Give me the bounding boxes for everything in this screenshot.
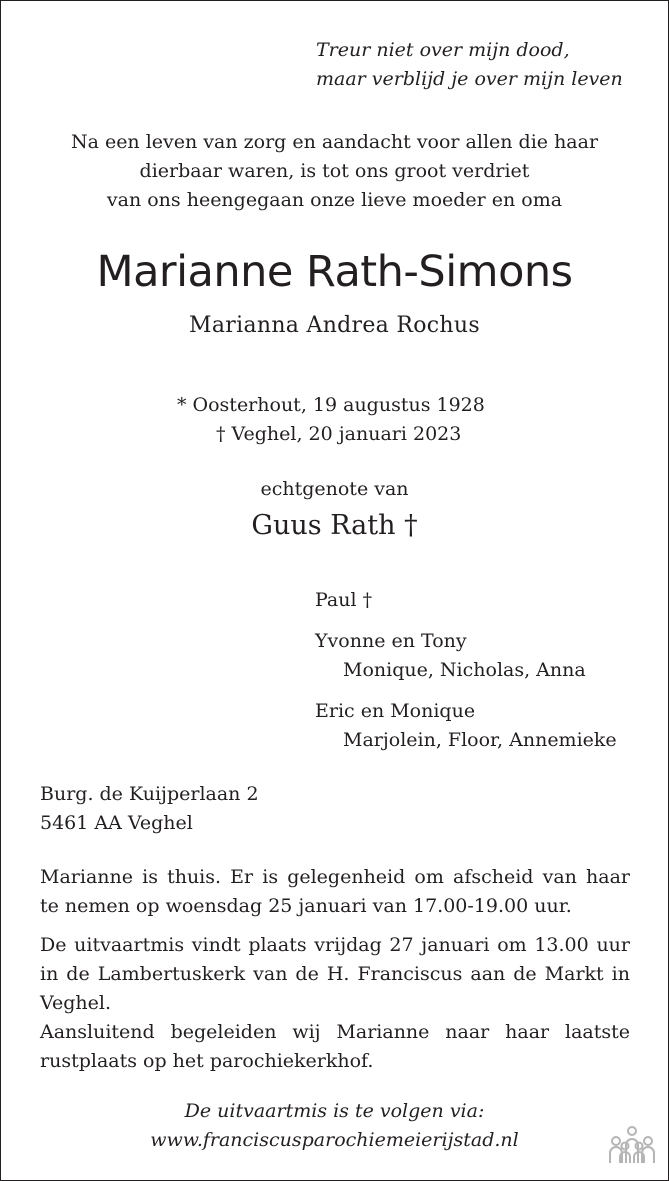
stream-url: www.franciscusparochiemeierijstad.nl — [150, 1129, 519, 1151]
visitation-paragraph — [40, 863, 630, 921]
deceased-name: Marianne Rath-Simons — [96, 247, 573, 297]
family-grandchildren-eric: Marjolein, Floor, Annemieke — [343, 729, 617, 751]
funeral-line-2: in de Lambertuskerk van de H. Franciscus aan de Markt in — [40, 963, 630, 985]
intro-line-1: Na een leven van zorg en aandacht voor allen die haar — [70, 131, 599, 153]
people-group-icon — [608, 1125, 656, 1165]
motto-line-2: maar verblijd je over mijn leven — [316, 68, 623, 90]
intro-line-3: van ons heengegaan onze lieve moeder en oma — [106, 189, 563, 211]
family-child-eric: Eric en Monique — [315, 700, 476, 722]
family-child-yvonne: Yvonne en Tony — [315, 630, 467, 652]
given-names: Marianna Andrea Rochus — [189, 313, 480, 338]
address-street: Burg. de Kuijperlaan 2 — [40, 783, 259, 805]
family-child-paul: Paul † — [315, 589, 373, 611]
death-line: † Veghel, 20 januari 2023 — [216, 423, 462, 445]
intro-line-2: dierbaar waren, is tot ons groot verdriet — [139, 160, 530, 182]
funeral-line-5: rustplaats op het parochiekerkhof. — [40, 1050, 374, 1072]
family-grandchildren-yvonne: Monique, Nicholas, Anna — [343, 659, 586, 681]
visitation-line-2: te nemen op woensdag 25 januari van 17.00-19.00 uur. — [40, 895, 572, 917]
birth-line: * Oosterhout, 19 augustus 1928 — [177, 394, 485, 416]
stream-label: De uitvaartmis is te volgen via: — [184, 1100, 485, 1122]
visitation-line-1: Marianne is thuis. Er is gelegenheid om afscheid van haar — [40, 866, 630, 888]
spouse-label: echtgenote van — [260, 478, 409, 500]
address-city: 5461 AA Veghel — [40, 812, 193, 834]
funeral-line-1: De uitvaartmis vindt plaats vrijdag 27 januari om 13.00 uur — [40, 934, 630, 956]
funeral-line-3: Veghel. — [40, 992, 111, 1014]
motto-line-1: Treur niet over mijn dood, — [316, 39, 570, 61]
spouse-name: Guus Rath † — [251, 510, 418, 541]
funeral-paragraph — [40, 931, 630, 1076]
funeral-line-4: Aansluitend begeleiden wij Marianne naar haar laatste — [40, 1021, 630, 1043]
